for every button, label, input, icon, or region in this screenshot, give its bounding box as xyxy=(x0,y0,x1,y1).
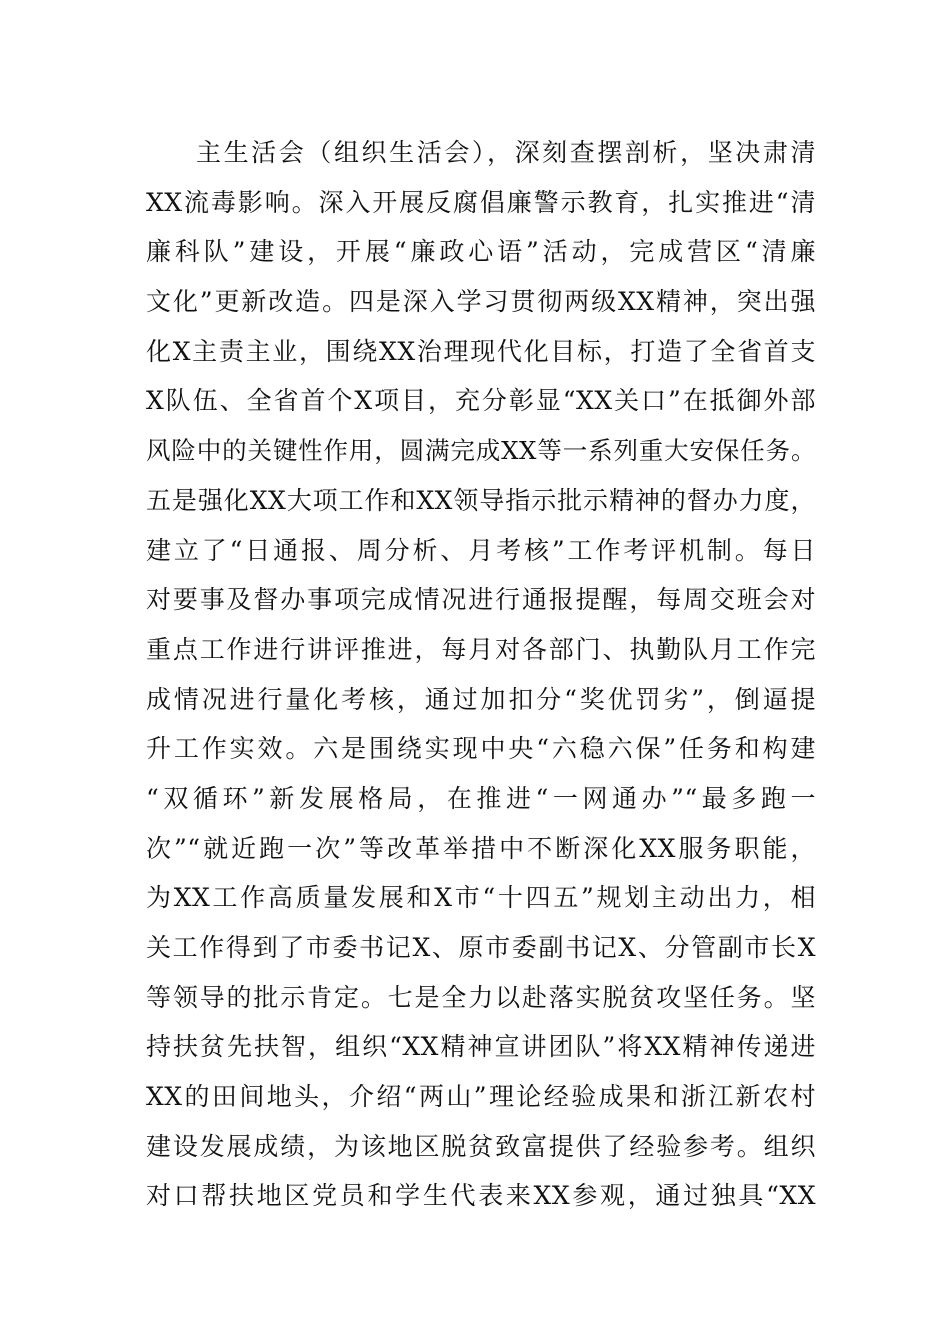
text-line: XX的田间地头，介绍“两山”理论经验成果和浙江新农村 xyxy=(146,1082,816,1112)
text-line: 对口帮扶地区党员和学生代表来XX参观，通过独具“XX xyxy=(146,1181,816,1211)
text-line: 持扶贫先扶智，组织“XX精神宣讲团队”将XX精神传递进 xyxy=(146,1032,816,1062)
text-line: 关工作得到了市委书记X、原市委副书记X、分管副市长X xyxy=(146,933,816,962)
text-line: 廉科队”建设，开展“廉政心语”活动，完成营区“清廉 xyxy=(146,237,816,267)
text-line: 化X主责主业，围绕XX治理现代化目标，打造了全省首支 xyxy=(146,336,816,366)
text-line: 主生活会（组织生活会），深刻查摆剖析，坚决肃清 xyxy=(196,138,816,167)
text-line: X队伍、全省首个X项目，充分彰显“XX关口”在抵御外部 xyxy=(146,386,816,416)
text-line: 次”“就近跑一次”等改革举措中不断深化XX服务职能， xyxy=(146,833,816,863)
text-line: 重点工作进行讲评推进，每月对各部门、执勤队月工作完 xyxy=(146,634,816,664)
text-line: “双循环”新发展格局，在推进“一网通办”“最多跑一 xyxy=(146,783,816,813)
text-line: 等领导的批示肯定。七是全力以赴落实脱贫攻坚任务。坚 xyxy=(146,982,816,1012)
body-paragraph xyxy=(146,128,816,1221)
text-line: 文化”更新改造。四是深入学习贯彻两级XX精神，突出强 xyxy=(146,287,816,317)
text-line: 对要事及督办事项完成情况进行通报提醒，每周交班会对 xyxy=(146,585,816,615)
text-line: 为XX工作高质量发展和X市“十四五”规划主动出力，相 xyxy=(146,883,816,913)
text-line: 成情况进行量化考核，通过加扣分“奖优罚劣”，倒逼提 xyxy=(146,684,816,714)
text-line: 五是强化XX大项工作和XX领导指示批示精神的督办力度， xyxy=(146,485,816,515)
text-line: XX流毒影响。深入开展反腐倡廉警示教育，扎实推进“清 xyxy=(146,187,816,217)
text-line: 风险中的关键性作用，圆满完成XX等一系列重大安保任务。 xyxy=(146,436,816,466)
text-line: 建设发展成绩，为该地区脱贫致富提供了经验参考。组织 xyxy=(146,1131,816,1161)
text-line: 建立了“日通报、周分析、月考核”工作考评机制。每日 xyxy=(146,535,816,565)
text-line: 升工作实效。六是围绕实现中央“六稳六保”任务和构建 xyxy=(146,734,816,764)
